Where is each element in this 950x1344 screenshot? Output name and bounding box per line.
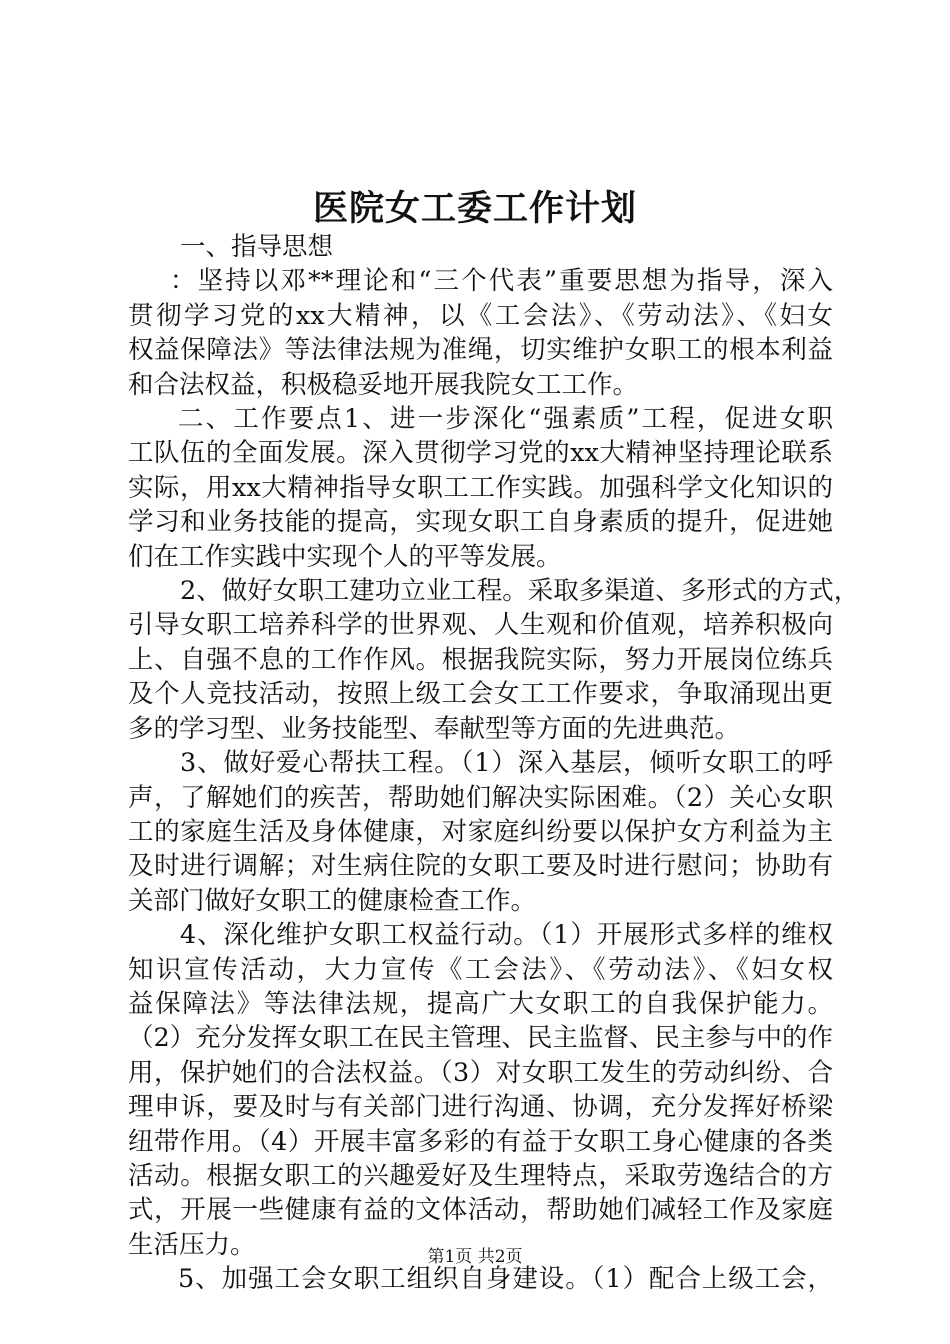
text-line: ：坚持以邓**理论和“三个代表”重要思想为指导，深入 — [170, 266, 833, 297]
text-line: 益保障法》等法律法规，提高广大女职工的自我保护能力。 — [128, 988, 833, 1019]
text-line: 2、做好女职工建功立业工程。采取多渠道、多形式的方式， — [180, 576, 860, 607]
text-line: 上、自强不息的工作作风。根据我院实际，努力开展岗位练兵 — [128, 644, 833, 675]
text-line: 引导女职工培养科学的世界观、人生观和价值观，培养积极向 — [128, 610, 833, 641]
text-line: 学习和业务技能的提高，实现女职工自身素质的提升，促进她 — [128, 507, 833, 538]
text-line: 贯彻学习党的xx大精神，以《工会法》、《劳动法》、《妇女 — [128, 300, 833, 331]
text-line: 理申诉，要及时与有关部门进行沟通、协调，充分发挥好桥梁 — [128, 1092, 833, 1123]
page-footer: 第1页 共2页 — [427, 1247, 523, 1267]
text-line: 用，保护她们的合法权益。（3）对女职工发生的劳动纠纷、合 — [128, 1057, 833, 1088]
text-line: 4、深化维护女职工权益行动。（1）开展形式多样的维权 — [180, 920, 833, 951]
text-line: 工队伍的全面发展。深入贯彻学习党的xx大精神坚持理论联系 — [128, 438, 833, 469]
text-line: 活动。根据女职工的兴趣爱好及生理特点，采取劳逸结合的方 — [128, 1160, 833, 1191]
text-line: 们在工作实践中实现个人的平等发展。 — [128, 541, 562, 572]
text-line: （2）充分发挥女职工在民主管理、民主监督、民主参与中的作 — [128, 1023, 833, 1054]
text-line: 生活压力。 — [128, 1229, 256, 1260]
text-line: 实际，用xx大精神指导女职工工作实践。加强科学文化知识的 — [128, 472, 833, 503]
section-heading-work-points: 二、工作要点1、进一步深化“强素质”工程，促进女职 — [178, 404, 833, 435]
text-line: 和合法权益，积极稳妥地开展我院女工工作。 — [128, 369, 639, 400]
text-line: 及个人竞技活动，按照上级工会女工工作要求，争取涌现出更 — [128, 679, 833, 710]
text-line: 关部门做好女职工的健康检查工作。 — [128, 885, 537, 916]
document-body — [128, 230, 860, 1297]
text-line: 及时进行调解；对生病住院的女职工要及时进行慰问；协助有 — [128, 851, 833, 882]
text-line: 5、加强工会女职工组织自身建设。（1）配合上级工会， — [178, 1264, 833, 1295]
document-title: 医院女工委工作计划 — [312, 188, 637, 229]
text-line: 3、做好爱心帮扶工程。（1）深入基层，倾听女职工的呼 — [180, 748, 833, 779]
text-line: 声，了解她们的疾苦，帮助她们解决实际困难。（2）关心女职 — [128, 782, 833, 813]
section-heading-guiding-ideology: 一、指导思想 — [180, 232, 334, 262]
text-line: 权益保障法》等法律法规为准绳，切实维护女职工的根本利益 — [128, 335, 833, 366]
text-line: 式，开展一些健康有益的文体活动，帮助她们减轻工作及家庭 — [128, 1195, 833, 1226]
text-line: 多的学习型、业务技能型、奉献型等方面的先进典范。 — [128, 713, 741, 744]
text-line: 知识宣传活动，大力宣传《工会法》、《劳动法》、《妇女权 — [128, 954, 833, 985]
text-line: 纽带作用。（4）开展丰富多彩的有益于女职工身心健康的各类 — [128, 1126, 833, 1157]
text-line: 工的家庭生活及身体健康，对家庭纠纷要以保护女方利益为主 — [128, 816, 833, 847]
